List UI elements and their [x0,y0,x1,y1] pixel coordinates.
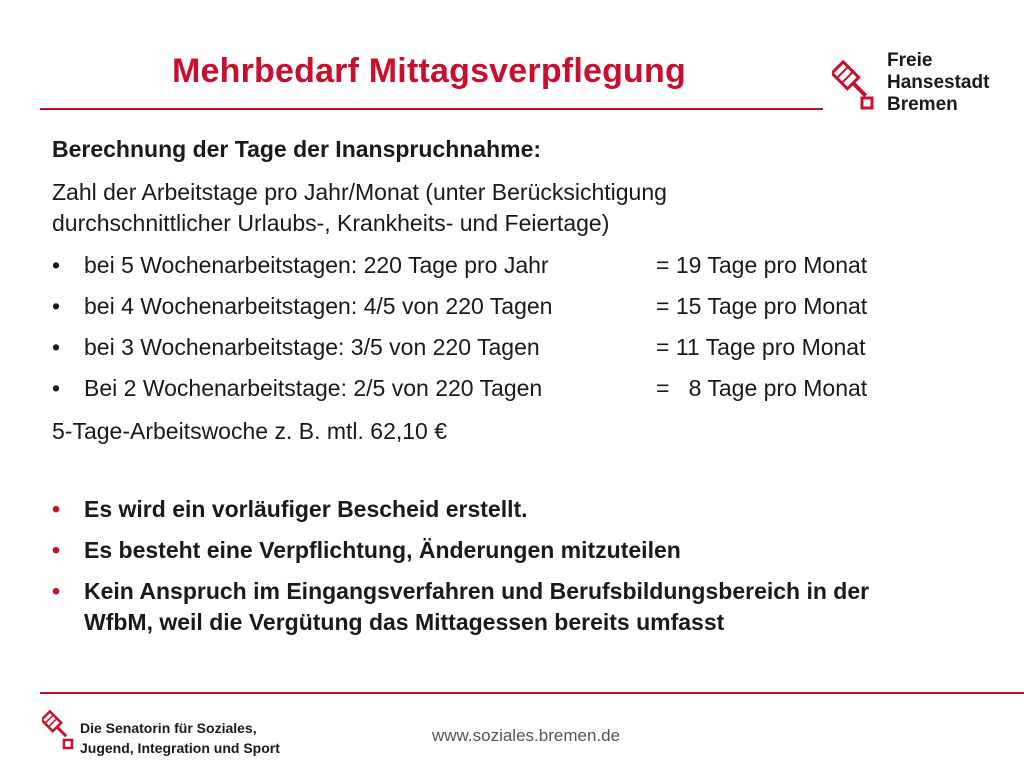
list-item [52,576,912,638]
row-result: = 15 Tage pro Monat [656,293,868,319]
bullet-icon: • [52,578,61,604]
notes-list [52,494,912,648]
example-note: 5-Tage-Arbeitswoche z. B. mtl. 62,10 € [52,418,448,444]
row-result: = 11 Tage pro Monat [656,334,866,360]
note-text: Es wird ein vorläufiger Bescheid erstellt. [84,496,528,522]
footer-line-1: Die Senatorin für Soziales, [80,720,257,736]
bullet-icon: • [52,252,61,278]
list-item [52,494,912,525]
bullet-icon: • [52,375,61,401]
logo-line-2: Hansestadt [887,72,990,93]
list-item [52,245,952,286]
row-description: bei 5 Wochenarbeitstagen: 220 Tage pro Jahr [84,252,549,278]
bremen-coat-of-arms-icon [42,710,74,754]
footer-department [80,718,280,758]
intro-paragraph: Zahl der Arbeitstage pro Jahr/Monat (unter Berücksichtigung durchschnittlicher Urlaubs-, Krankheits- und Feiertage) [52,179,667,236]
logo-line-1: Freie [887,50,933,71]
row-result: = 19 Tage pro Monat [656,252,868,278]
row-result: = 8 Tage pro Monat [656,375,868,401]
list-item [52,535,912,566]
row-description: Bei 2 Wochenarbeitstage: 2/5 von 220 Tagen [84,375,543,401]
subheading: Berechnung der Tage der Inanspruchnahme: [52,136,542,162]
bullet-icon: • [52,293,61,319]
bremen-logo [832,50,1002,120]
footer-line-2: Jugend, Integration und Sport [80,740,280,756]
page-title: Mehrbedarf Mittagsverpflegung [172,52,686,90]
footer-divider [40,692,1024,694]
bullet-icon: • [52,496,61,522]
bremen-coat-of-arms-icon [832,60,876,112]
note-text: Es besteht eine Verpflichtung, Änderungen mitzuteilen [84,537,681,563]
footer-url-link[interactable]: www.soziales.bremen.de [432,726,621,745]
bullet-icon: • [52,334,61,360]
row-description: bei 3 Wochenarbeitstage: 3/5 von 220 Tagen [84,334,540,360]
logo-line-3: Bremen [887,94,958,115]
list-item [52,286,952,327]
note-text: Kein Anspruch im Eingangsverfahren und Berufsbildungsbereich in der WfbM, weil die Vergütung das Mittagessen bereits umfasst [84,578,870,635]
list-item [52,368,952,409]
workday-list [52,245,952,409]
main-content [52,136,952,449]
title-divider [40,108,823,110]
bullet-icon: • [52,537,61,563]
row-description: bei 4 Wochenarbeitstagen: 4/5 von 220 Tagen [84,293,553,319]
list-item [52,327,952,368]
